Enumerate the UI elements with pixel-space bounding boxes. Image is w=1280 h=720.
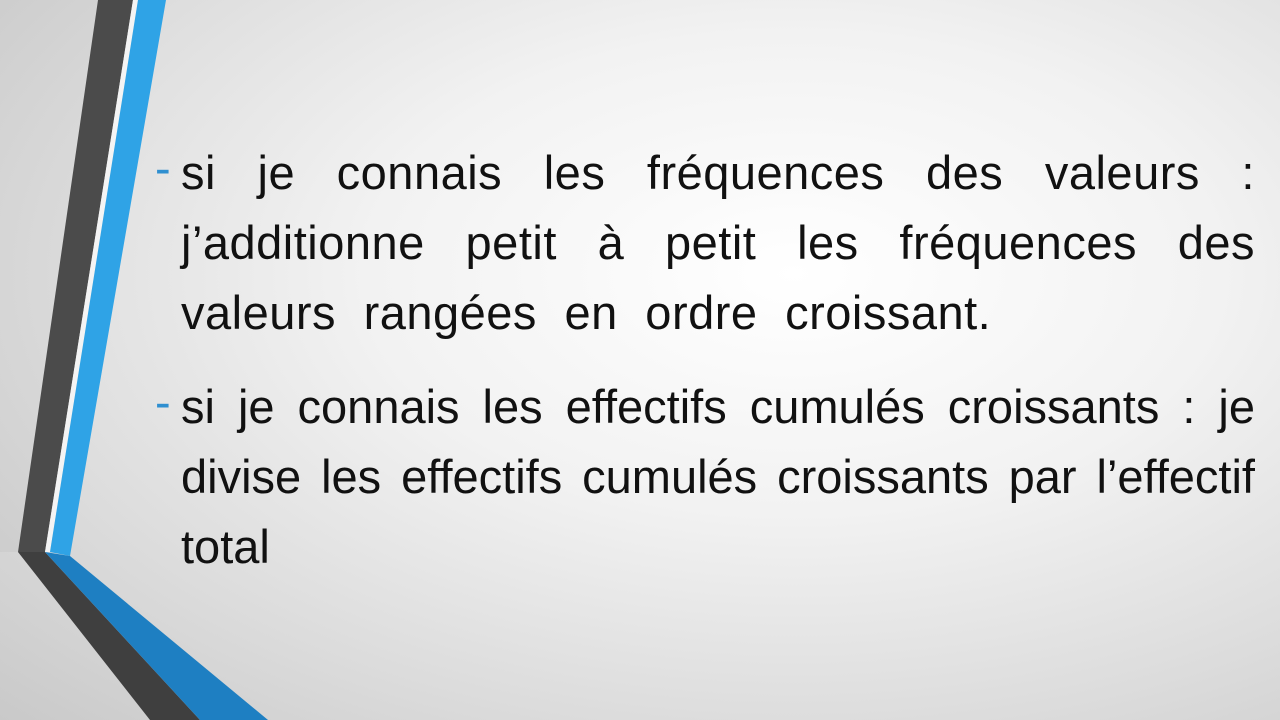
bullet-text: si je connais les effectifs cumulés croissants : je divise les effectifs cumulés croissants par l’effectif total — [181, 380, 1255, 573]
bullet-dash-marker: - — [155, 141, 172, 194]
bullet-item-effectifs — [155, 372, 1255, 582]
bullet-dash-marker: - — [155, 375, 171, 428]
bullet-item-frequences — [155, 138, 1255, 348]
slide-body — [155, 138, 1255, 606]
bullet-text: si je connais les fréquences des valeurs : j’additionne petit à petit les fréquences des valeurs rangées en ordre croissant. — [181, 146, 1255, 339]
